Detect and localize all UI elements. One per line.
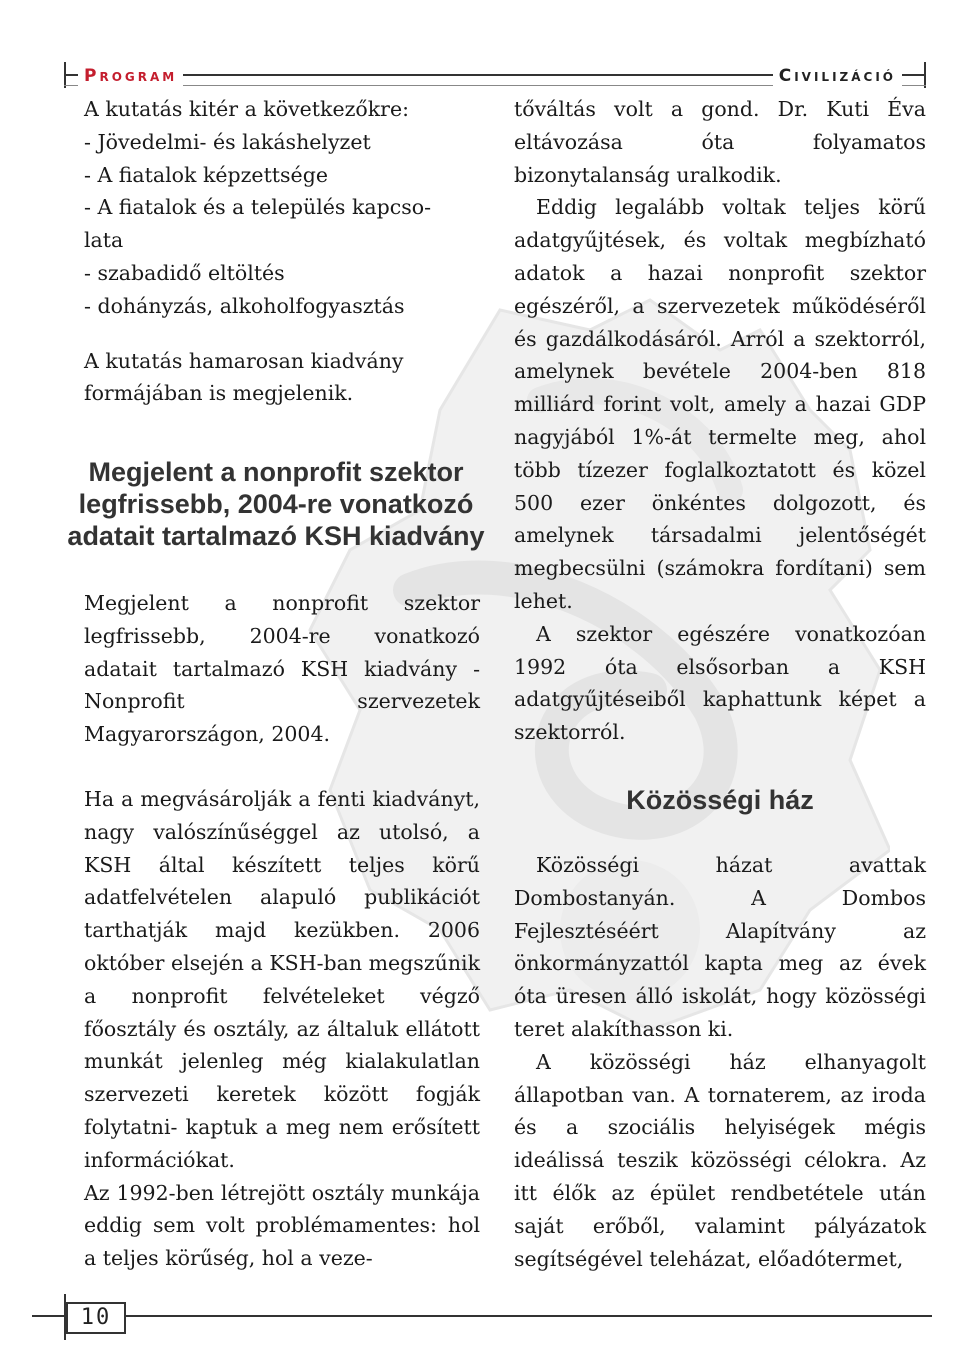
- list-intro: A kutatás kitér a következőkre:: [84, 97, 409, 121]
- paragraph: A szektor egészére vonatkozóan 1992 óta elsősorban a KSH adatgyűjtéseiből kaphattunk képet a szektorról.: [514, 621, 926, 745]
- section-label-program: Program: [78, 66, 183, 86]
- list-item: - dohányzás, alkoholfogyasztás: [84, 293, 405, 318]
- left-column: [84, 93, 480, 410]
- right-column: [514, 93, 926, 749]
- list-item: - Jövedelmi- és lakáshelyzet: [84, 129, 371, 154]
- paragraph: A közösségi ház elhanyagolt állapotban van. A tornaterem, az iroda és a szociális helyiségek mégis ideálissá teszik közösségi célokra. Az itt élők az épület rendbetétele után saját erőből, valamint pályázatok segítségével teleházat, előadótermet,: [514, 1049, 926, 1271]
- paragraph: tőváltás volt a gond. Dr. Kuti Éva eltávozása óta folyamatos bizonytalanság uralkodik.: [514, 97, 926, 187]
- article-heading: Közösségi ház: [626, 785, 814, 815]
- footer-rule: [32, 1315, 932, 1317]
- paragraph: Közösségi házat avattak Dombostanyán. A Dombos Fejlesztéséért Alapítvány az önkormányzattól kapta meg az évek óta üresen álló iskolát, hogy közösségi teret alakíthasson ki.: [514, 853, 926, 1041]
- page-number: 10: [66, 1302, 126, 1334]
- paragraph: Megjelent a nonprofit szektor legfrissebb, 2004-re vonatkozó adatait tartalmazó KSH kiadvány - Nonprofit szervezetek Magyarországon, 2004.: [84, 591, 480, 747]
- list-item: - A fiatalok és a település kapcso-lata: [84, 195, 432, 253]
- article-heading: Megjelent a nonprofit szektor legfrissebb, 2004-re vonatkozó adatait tartalmazó KSH kiadvány: [67, 457, 485, 551]
- paragraph: Ha a megvásárolják a fenti kiadványt, nagy valószínűséggel az utolsó, a KSH által készített teljes körű adatfelvételen alapuló publikációt tarthatják majd kezükben. 2006 október elsején a KSH-ban megszűnik a nonprofit felvételeket végző főosztály és osztály, az általuk ellátott munkát jelenleg még kialakulatlan szervezeti keretek között fogják folytatni- kaptuk a meg nem erősített információkat.: [84, 786, 480, 1172]
- left-column-lower: [84, 587, 480, 1275]
- paragraph: Az 1992-ben létrejött osztály munkája eddig sem volt problémamentes: hol a teljes körűség, hol a veze-: [84, 1180, 480, 1271]
- list-item: - szabadidő eltöltés: [84, 260, 285, 285]
- paragraph: Eddig legalább voltak teljes körű adatgyűjtések, és voltak megbízható adatok a hazai nonprofit szektor egészéről, a szervezetek működéséről és gazdálkodásáról. Arról a szektorról, amelynek bevétele 2004-ben 818 milliárd forint volt, amely a hazai GDP nagyjából 1%-át termelte meg, ahol több tízezer foglalkoztatott és közel 500 ezer önkéntes dolgozott, és amelynek társadalmi jelentőségét megbecsülni (számokra fordítani) sem lehet.: [514, 195, 926, 613]
- right-column-lower: [514, 849, 926, 1275]
- list-item: - A fiatalok képzettsége: [84, 162, 328, 187]
- section-label-civilizacio: Civilizáció: [773, 66, 902, 86]
- paragraph: A kutatás hamarosan kiadvány formájában is megjelenik.: [84, 348, 404, 406]
